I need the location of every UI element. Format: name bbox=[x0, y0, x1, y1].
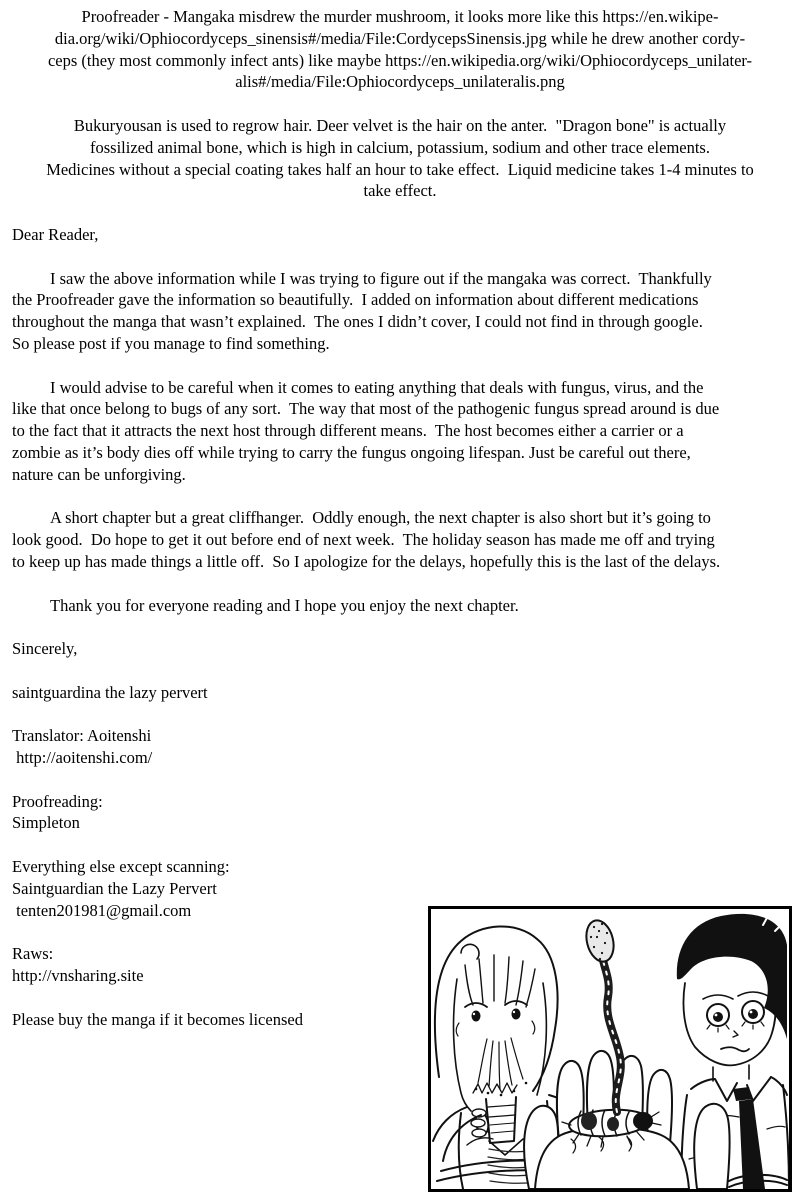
text-line: Sincerely, bbox=[12, 639, 78, 659]
proofreader-note bbox=[12, 6, 788, 93]
text-line: So please post if you manage to find something. bbox=[12, 333, 330, 353]
translator-credit bbox=[12, 725, 788, 769]
tie bbox=[733, 1087, 752, 1101]
paragraph-chapter-news bbox=[12, 507, 788, 572]
text-line: take effect. bbox=[363, 181, 437, 201]
text-line: zombie as it’s body dies off while trying to carry the fungus ongoing lifespan. Just be careful out there, bbox=[12, 442, 691, 462]
salutation bbox=[12, 224, 788, 246]
text-line: Thank you for everyone reading and I hope you enjoy the next chapter. bbox=[50, 595, 519, 615]
text-line: Translator: Aoitenshi bbox=[12, 726, 152, 746]
text-line: Everything else except scanning: bbox=[12, 857, 230, 877]
text-line: to keep up has made things a little off. So I apologize for the delays, hopefully this is the last of the delays. bbox=[12, 551, 721, 571]
text-line: Proofreader - Mangaka misdrew the murder mushroom, it looks more like this https://en.wikipe- bbox=[81, 7, 719, 26]
text-line: Saintguardian the Lazy Pervert bbox=[12, 878, 217, 898]
proofreading-credit bbox=[12, 791, 788, 835]
text-line: to the fact that it attracts the next host through different means. The host becomes either a carrier or a bbox=[12, 421, 684, 441]
paragraph-thanks bbox=[12, 595, 788, 617]
text-line: I would advise to be careful when it comes to eating anything that deals with fungus, virus, and the bbox=[50, 377, 704, 397]
text-line: ceps (they most commonly infect ants) like maybe https://en.wikipedia.org/wiki/Ophiocordyceps_unilater- bbox=[47, 50, 753, 70]
text-line: throughout the manga that wasn’t explained. The ones I didn’t cover, I could not find in through google. bbox=[12, 312, 703, 332]
paragraph-information bbox=[12, 268, 788, 355]
text-line: Raws: bbox=[12, 944, 54, 964]
text-line: A short chapter but a great cliffhanger. Oddly enough, the next chapter is also short but it’s going to bbox=[50, 508, 711, 528]
text-line: Dear Reader, bbox=[12, 224, 99, 244]
text-line: I saw the above information while I was trying to figure out if the mangaka was correct. Thankfully bbox=[50, 268, 712, 288]
text-line: Please buy the manga if it becomes licensed bbox=[12, 1009, 303, 1029]
signature bbox=[12, 682, 788, 704]
text-line: Medicines without a special coating takes half an hour to take effect. Liquid medicine takes 1-4 minutes to bbox=[46, 159, 754, 179]
text-line: tenten201981@gmail.com bbox=[12, 900, 192, 920]
text-line: http://aoitenshi.com/ bbox=[12, 748, 153, 768]
manga-panel bbox=[428, 906, 792, 1192]
closing bbox=[12, 638, 788, 660]
text-line: Proofreading: bbox=[12, 791, 103, 811]
medicine-notes bbox=[12, 115, 788, 202]
paragraph-warning bbox=[12, 377, 788, 486]
text-line: like that once belong to bugs of any sort. The way that most of the pathogenic fungus spread around is due bbox=[12, 399, 720, 419]
text-line: fossilized animal bone, which is high in calcium, potassium, sodium and other trace elements. bbox=[90, 137, 710, 157]
text-line: http://vnsharing.site bbox=[12, 966, 144, 986]
text-line: the Proofreader gave the information so beautifully. I added on information about different medications bbox=[12, 290, 699, 310]
text-line: alis#/media/File:Ophiocordyceps_unilateralis.png bbox=[235, 72, 565, 92]
text-line: saintguardina the lazy pervert bbox=[12, 682, 208, 702]
text-line: Simpleton bbox=[12, 813, 80, 833]
text-line: nature can be unforgiving. bbox=[12, 464, 186, 484]
manga-panel-art bbox=[431, 909, 789, 1189]
text-line: look good. Do hope to get it out before end of next week. The holiday season has made me off and trying bbox=[12, 530, 715, 550]
text-line: dia.org/wiki/Ophiocordyceps_sinensis#/media/File:CordycepsSinensis.jpg while he drew another cordy- bbox=[54, 28, 746, 48]
text-line: Bukuryousan is used to regrow hair. Deer velvet is the hair on the anter. "Dragon bone" is actually bbox=[73, 115, 727, 135]
